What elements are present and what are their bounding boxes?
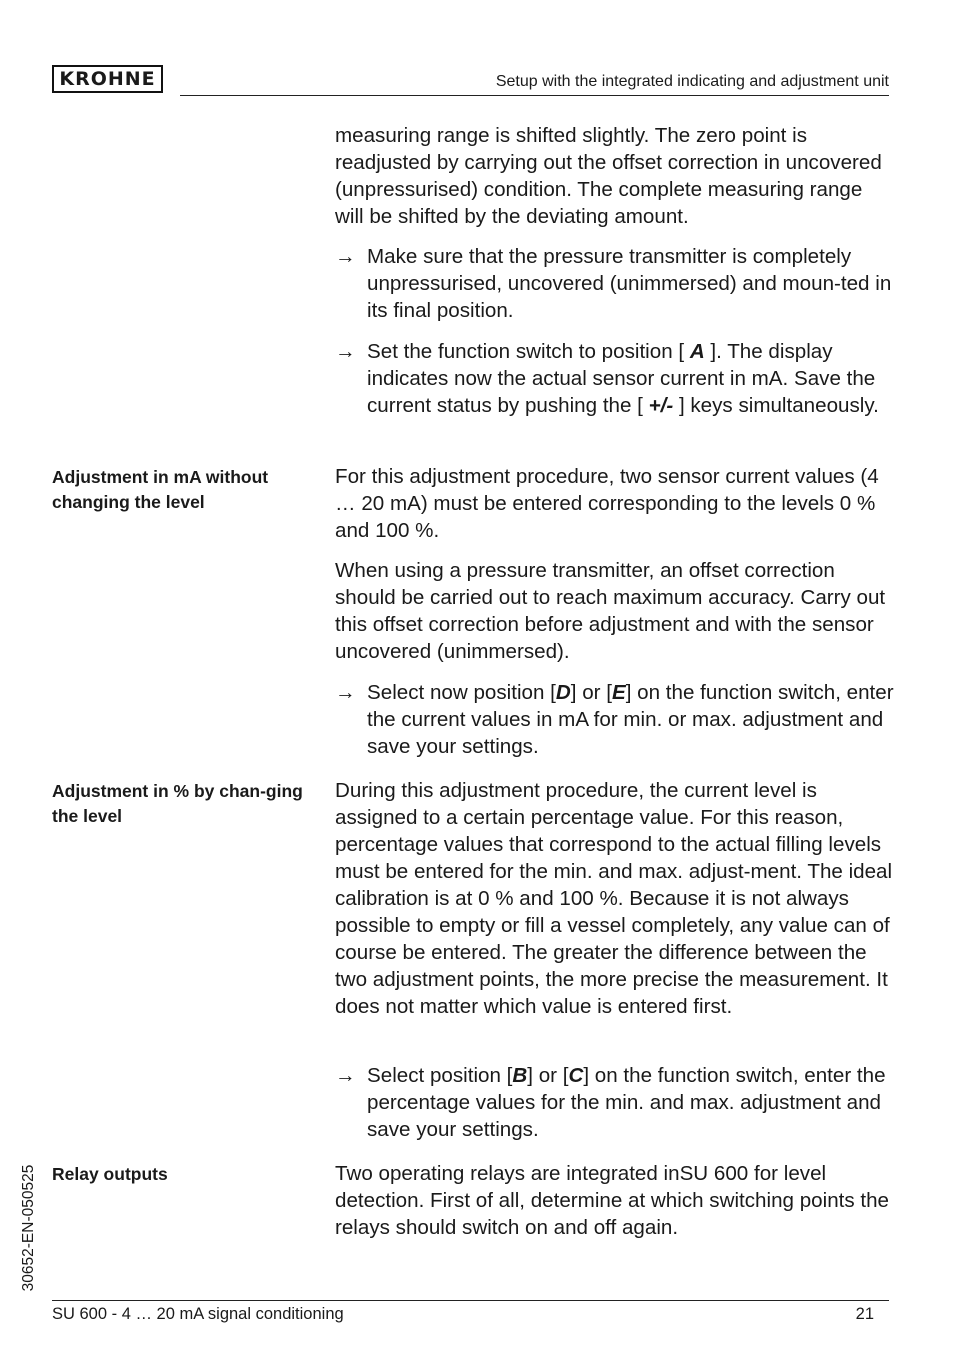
step-text: Select now position [D] or [E] on the function switch, enter the current values in mA for min. or max. adjustment and save your settings. [367, 681, 894, 758]
heading-ma-adjustment: Adjustment in mA without changing the level [52, 467, 269, 512]
arrow-icon: → [335, 340, 356, 363]
heading-percent-adjustment: Adjustment in % by chan-ging the level [52, 781, 303, 826]
key-a: A [689, 340, 705, 363]
header-title: Setup with the integrated indicating and adjustment unit [495, 73, 889, 90]
document-code: 30652-EN-050525 [20, 1164, 37, 1292]
header-rule [180, 95, 889, 96]
ma-step [335, 679, 895, 760]
ma-paragraph-2: When using a pressure transmitter, an offset correction should be carried out to reach maximum accuracy. Carry out this offset correction before adjustment and with the sensor uncovered (unimmersed). [335, 559, 886, 663]
key-b: B [512, 1064, 528, 1087]
brand-logo: KROHNE [52, 65, 163, 93]
step-text: Select position [B] or [C] on the function switch, enter the percentage values for the min. and max. adjustment and save your settings. [367, 1064, 886, 1141]
step-text: Set the function switch to position [ A ]. The display indicates now the actual sensor current in mA. Save the current status by pushing the [ +/- ] keys simultaneously. [367, 340, 879, 417]
arrow-icon: → [335, 681, 356, 704]
intro-step-2 [335, 338, 895, 419]
key-c: C [568, 1064, 584, 1087]
step-text: Make sure that the pressure transmitter is completely unpressurised, uncovered (unimmersed) and moun-ted in its final position. [367, 245, 892, 322]
heading-relay-outputs: Relay outputs [52, 1164, 168, 1184]
arrow-icon: → [335, 245, 356, 268]
pct-step [335, 1062, 895, 1143]
page-number: 21 [855, 1305, 874, 1323]
key-e: E [611, 681, 626, 704]
footer-rule [52, 1300, 889, 1301]
intro-step-1 [335, 243, 895, 324]
intro-paragraph: measuring range is shifted slightly. The zero point is readjusted by carrying out the offset correction in uncovered (unpressurised) condition. The complete measuring range will be shifted by the deviating amount. [335, 124, 882, 228]
key-plus-minus: +/- [648, 394, 674, 417]
pct-paragraph: During this adjustment procedure, the current level is assigned to a certain percentage value. For this reason, percentage values that correspond to the actual filling levels must be entered for the min. and max. adjust-ment. The ideal calibration is at 0 % and 100 %. Because it is not always possible to empty or fill a vessel completely, any value can of course be entered. The greater the difference between the two adjustment points, the more precise the measurement. It does not matter which value is entered first. [335, 779, 893, 1018]
relay-paragraph: Two operating relays are integrated inSU 600 for level detection. First of all, determine at which switching points the relays should switch on and off again. [335, 1162, 890, 1239]
arrow-icon: → [335, 1064, 356, 1087]
footer-title: SU 600 - 4 … 20 mA signal conditioning [52, 1305, 344, 1323]
key-d: D [555, 681, 571, 704]
ma-paragraph-1: For this adjustment procedure, two sensor current values (4 … 20 mA) must be entered corresponding to the levels 0 % and 100 %. [335, 465, 879, 542]
